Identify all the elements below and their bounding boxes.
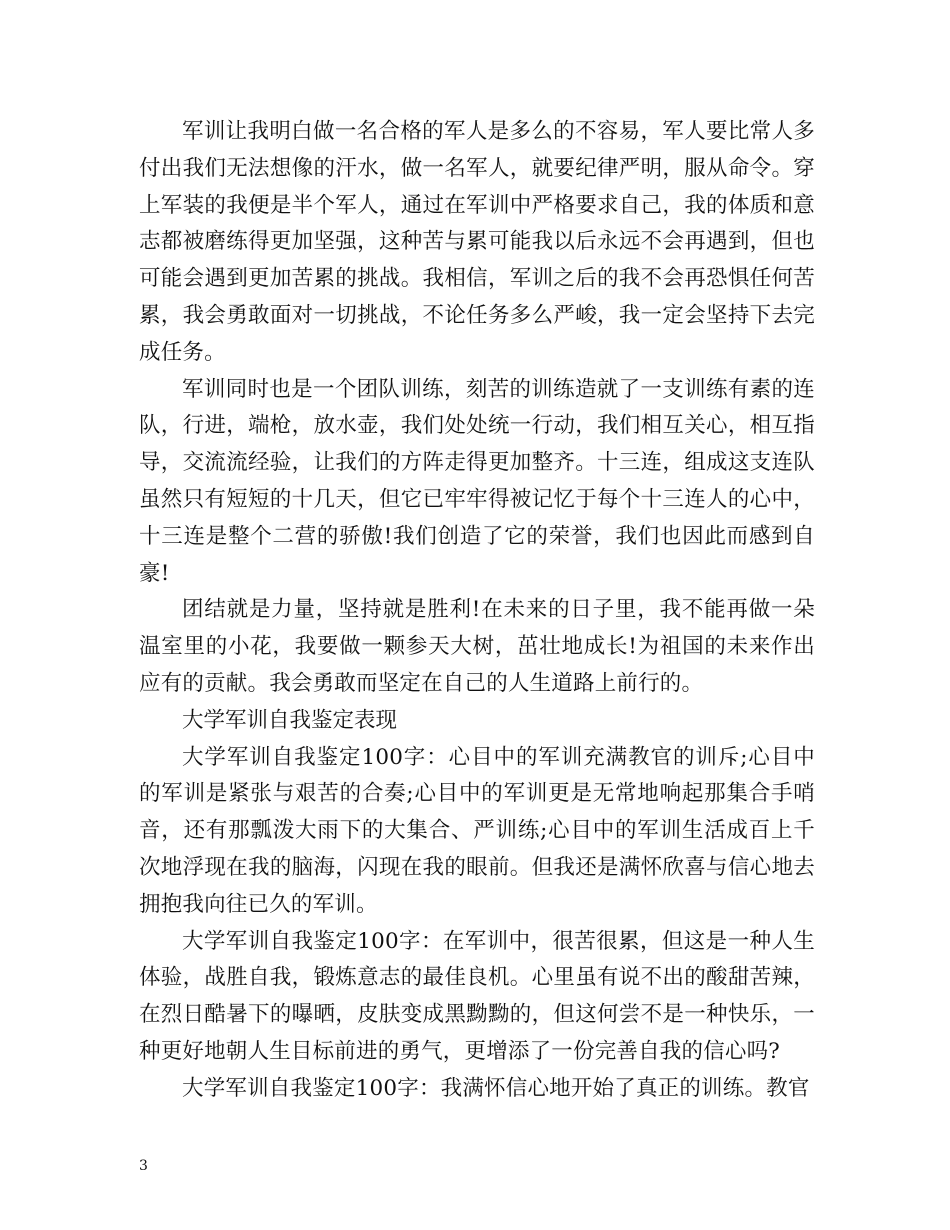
paragraph: 大学军训自我鉴定100字：在军训中，很苦很累，但这是一种人生体验，战胜自我，锻炼意志的最佳良机。心里虽有说不出的酸甜苦辣，在烈日酷暑下的曝晒，皮肤变成黑黝黝的，但这何尝不是一种快乐，一种更好地朝人生目标前进的勇气，更增添了一份完善自我的信心吗? — [139, 928, 815, 1064]
paragraph: 大学军训自我鉴定100字：心目中的军训充满教官的训斥;心目中的军训是紧张与艰苦的合奏;心目中的军训更是无常地响起那集合手哨音，还有那瓢泼大雨下的大集合、严训练;心目中的军训生活成百上千次地浮现在我的脑海，闪现在我的眼前。但我还是满怀欣喜与信心地去拥抱我向往已久的军训。 — [139, 744, 815, 917]
section-heading: 大学军训自我鉴定表现 — [182, 707, 398, 733]
paragraph: 大学军训自我鉴定100字：我满怀信心地开始了真正的训练。教官 — [182, 1075, 810, 1101]
paragraph: 军训让我明白做一名合格的军人是多么的不容易，军人要比常人多付出我们无法想像的汗水，做一名军人，就要纪律严明，服从命令。穿上军装的我便是半个军人，通过在军训中严格要求自己，我的体质和意志都被磨练得更加坚强，这种苦与累可能我以后永远不会再遇到，但也可能会遇到更加苦累的挑战。我相信，军训之后的我不会再恐惧任何苦累，我会勇敢面对一切挑战，不论任务多么严峻，我一定会坚持下去完成任务。 — [139, 119, 815, 365]
paragraph: 团结就是力量，坚持就是胜利!在未来的日子里，我不能再做一朵温室里的小花，我要做一颗参天大树，茁壮地成长!为祖国的未来作出应有的贡献。我会勇敢而坚定在自己的人生道路上前行的。 — [139, 597, 815, 696]
page-number: 3 — [139, 1158, 148, 1174]
paragraph: 军训同时也是一个团队训练，刻苦的训练造就了一支训练有素的连队，行进，端枪，放水壶，我们处处统一行动，我们相互关心，相互指导，交流流经验，让我们的方阵走得更加整齐。十三连，组成这支连队虽然只有短短的十几天，但它已牢牢得被记忆于每个十三连人的心中，十三连是整个二营的骄傲!我们创造了它的荣誉，我们也因此而感到自豪! — [139, 376, 815, 586]
document-body — [139, 114, 815, 1108]
